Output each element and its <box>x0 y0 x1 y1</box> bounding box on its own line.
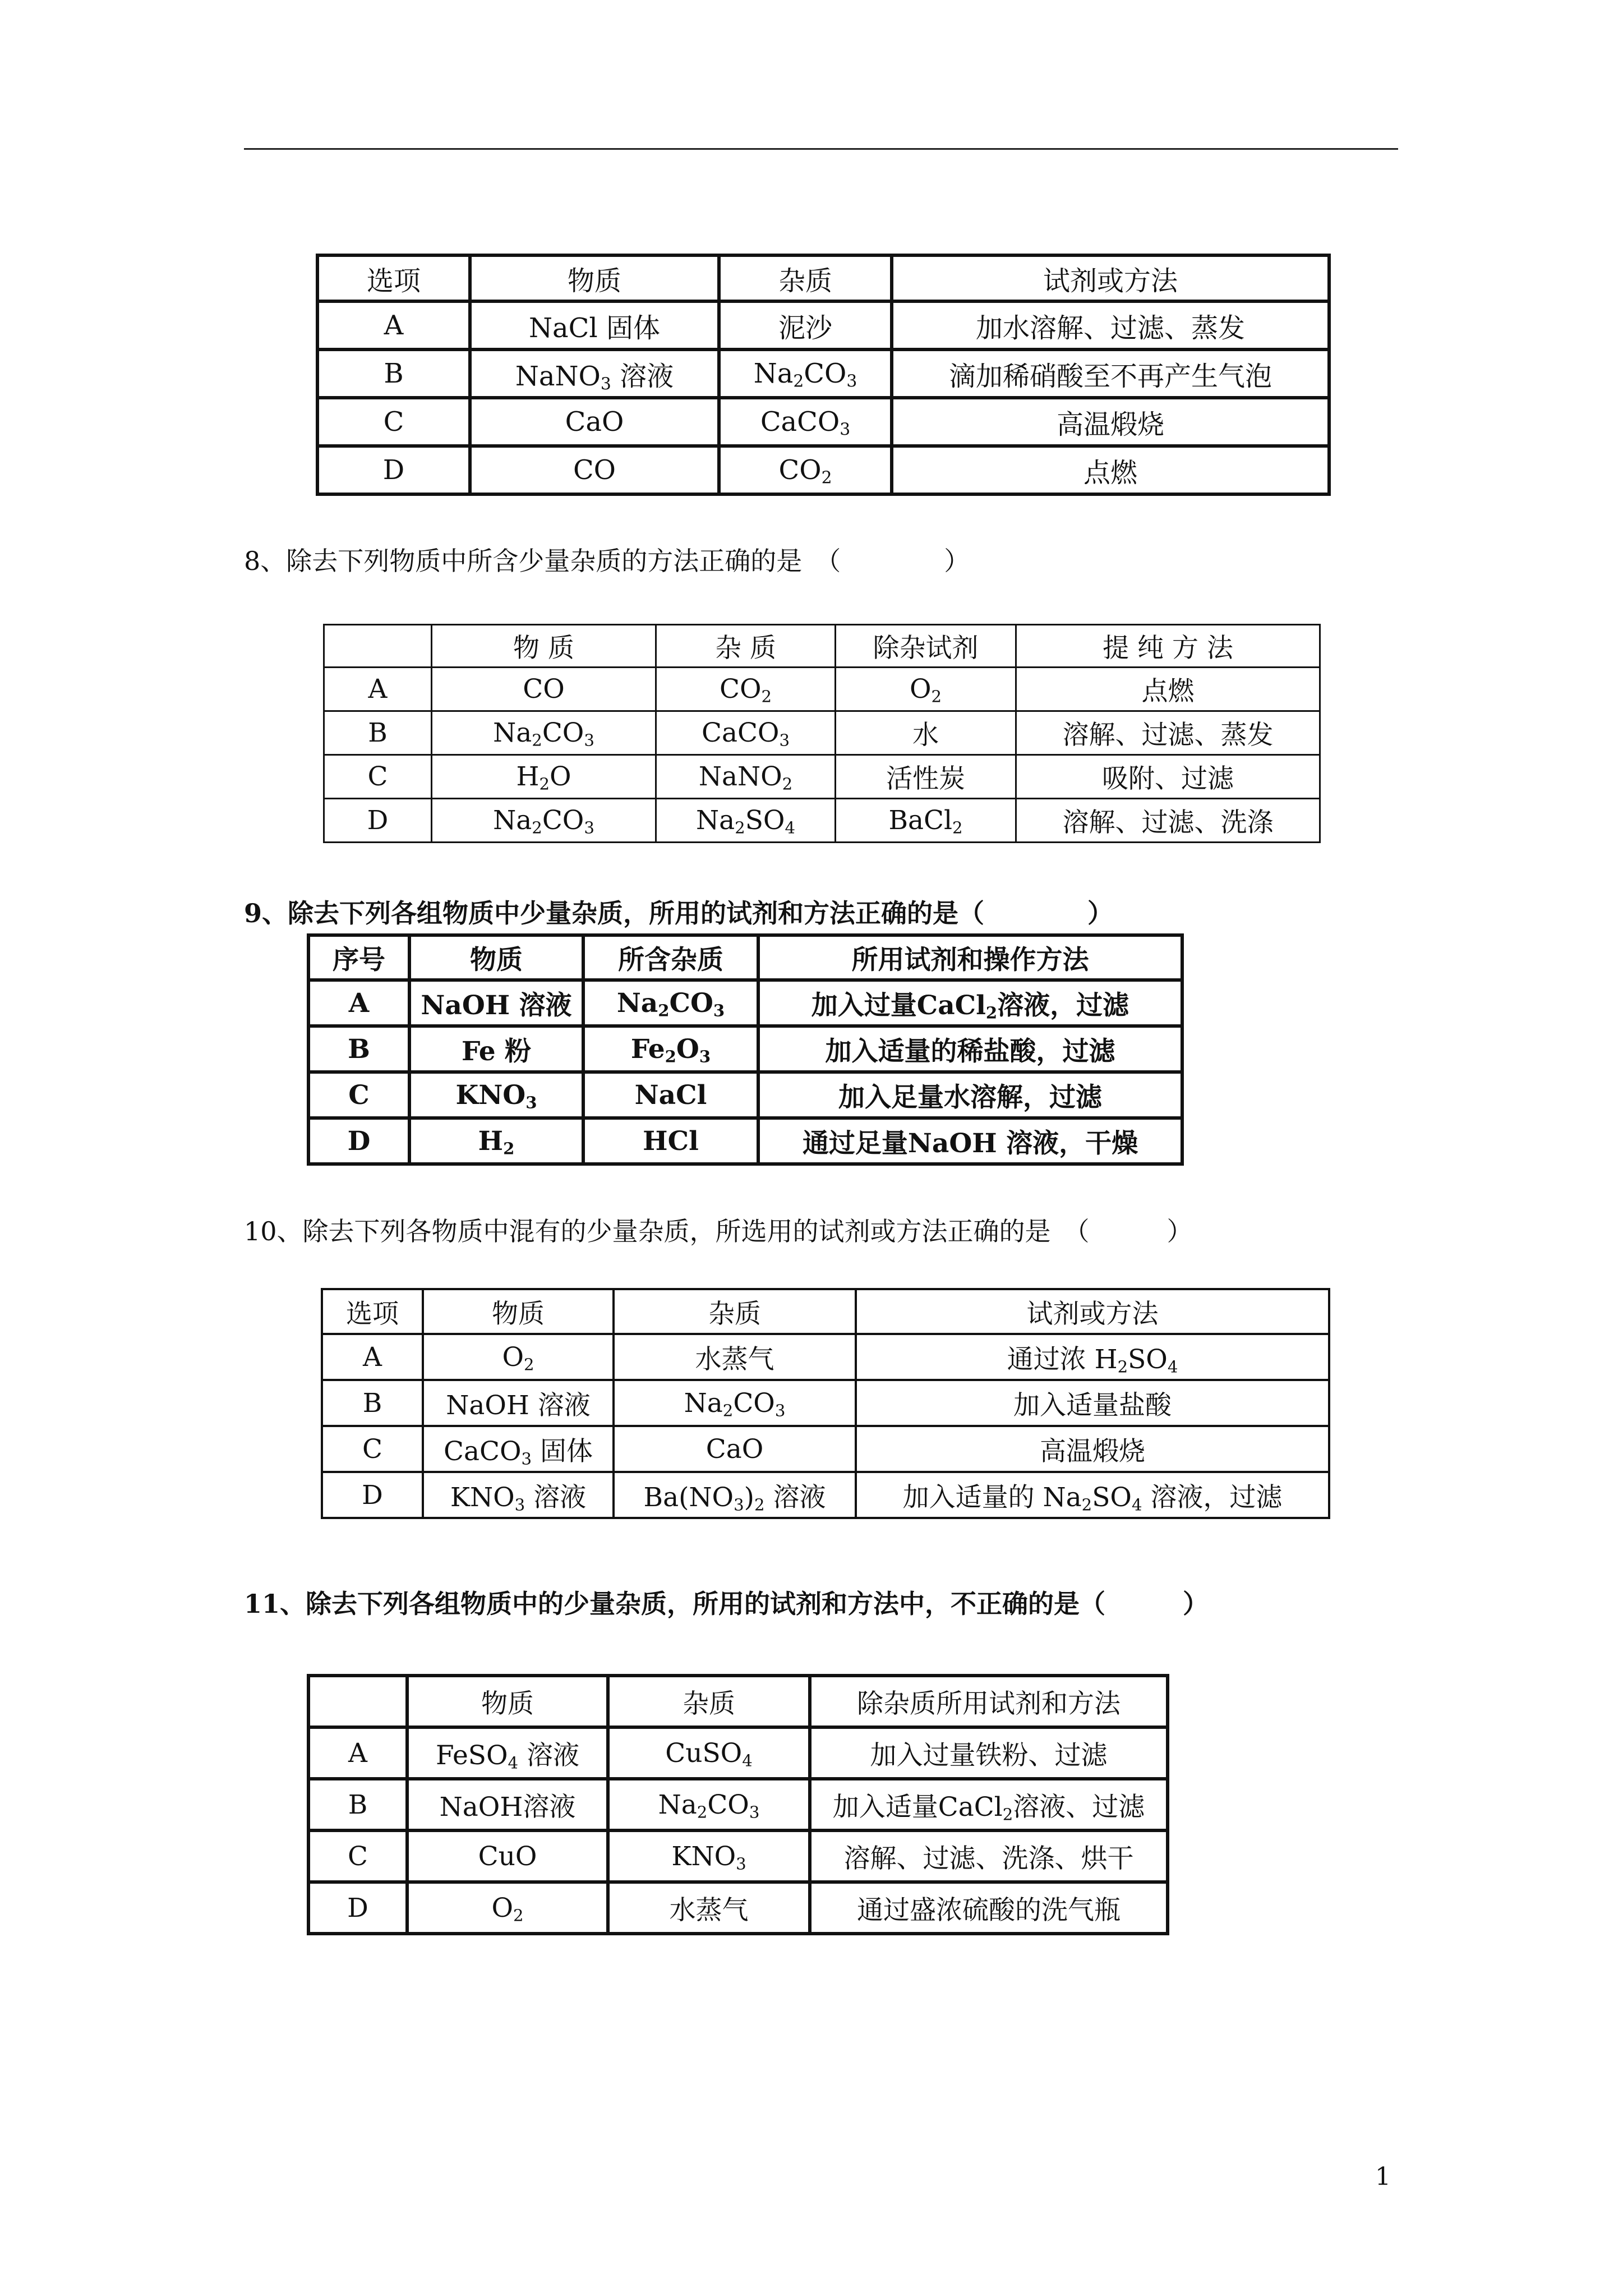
table-cell: $Fe_2O_3$ <box>583 1026 758 1072</box>
table-header-cell <box>308 1676 407 1727</box>
table-cell: $O_2$ <box>423 1334 614 1380</box>
table-header-cell: 物质 <box>470 255 719 301</box>
table-header-cell: 试剂或方法 <box>892 255 1329 301</box>
table-cell: 通过足量NaOH 溶液，干燥 <box>758 1118 1182 1164</box>
table-row <box>308 1882 1168 1934</box>
table-cell: 通过盛浓硫酸的洗气瓶 <box>810 1882 1168 1934</box>
table-cell: NaOH 溶液 <box>423 1380 614 1426</box>
table-cell: C <box>308 1830 407 1882</box>
table-row <box>324 668 1320 711</box>
table-row <box>308 1072 1182 1118</box>
page-number: 1 <box>1375 2162 1391 2191</box>
table-row <box>308 1727 1168 1779</box>
table-cell: 溶解、过滤、蒸发 <box>1016 711 1320 755</box>
table-cell: $Na_2SO_4$ <box>656 799 836 843</box>
table-cell: A <box>324 668 432 711</box>
table-cell: CO <box>470 446 719 494</box>
table-header-cell: 物 质 <box>432 625 656 668</box>
table-cell: CaCO$_3$ <box>719 398 892 446</box>
table-cell: CaO <box>614 1426 856 1472</box>
table-cell: 加入适量的 $Na_2SO_4$ 溶液，过滤 <box>856 1472 1329 1518</box>
table-cell: B <box>308 1779 407 1830</box>
table-cell: $Ba(NO_3)_2$ 溶液 <box>614 1472 856 1518</box>
table-cell: $Na_2CO_3$ <box>719 349 892 398</box>
table-header-cell: 试剂或方法 <box>856 1289 1329 1334</box>
table-row <box>324 711 1320 755</box>
table-cell: $KNO_3$ <box>409 1072 583 1118</box>
table-header-row <box>322 1289 1329 1334</box>
table-header-cell: 序号 <box>308 935 409 980</box>
question-8-text: 8、除去下列物质中所含少量杂质的方法正确的是 （ ） <box>244 546 970 576</box>
question-9-text: 9、除去下列各组物质中少量杂质，所用的试剂和方法正确的是（ ） <box>244 898 1114 928</box>
table-cell: CaO <box>470 398 719 446</box>
table-cell: $Na_2CO_3$ <box>432 799 656 843</box>
table-cell: 点燃 <box>1016 668 1320 711</box>
table-cell: A <box>317 301 470 349</box>
table-cell: $CO_2$ <box>719 446 892 494</box>
table-cell: A <box>308 980 409 1026</box>
table-cell: 加入过量CaCl$_2$溶液，过滤 <box>758 980 1182 1026</box>
table-q9 <box>307 933 1184 1166</box>
table-cell: CaCO$_3$ <box>656 711 836 755</box>
table-cell: 溶解、过滤、洗涤、烘干 <box>810 1830 1168 1882</box>
table-cell: D <box>322 1472 423 1518</box>
table-row <box>324 755 1320 799</box>
table-cell: HCl <box>583 1118 758 1164</box>
table-cell: NaOH溶液 <box>407 1779 608 1830</box>
table-cell: 溶解、过滤、洗涤 <box>1016 799 1320 843</box>
table-cell: NaCl 固体 <box>470 301 719 349</box>
table-row <box>317 349 1329 398</box>
table-cell: $O_2$ <box>407 1882 608 1934</box>
table-row <box>322 1380 1329 1426</box>
table-row <box>322 1334 1329 1380</box>
table-cell: C <box>324 755 432 799</box>
table-cell: 高温煅烧 <box>856 1426 1329 1472</box>
table-row <box>317 398 1329 446</box>
table-cell: 泥沙 <box>719 301 892 349</box>
table-cell: $H_2$ <box>409 1118 583 1164</box>
table-row <box>324 799 1320 843</box>
table-cell: Fe 粉 <box>409 1026 583 1072</box>
table-cell: $Na_2CO_3$ <box>608 1779 810 1830</box>
table-cell: FeSO$_4$ 溶液 <box>407 1727 608 1779</box>
table-header-cell: 提 纯 方 法 <box>1016 625 1320 668</box>
table-row <box>322 1472 1329 1518</box>
table-row <box>317 446 1329 494</box>
table-header-cell: 杂质 <box>719 255 892 301</box>
table-cell: NaNO$_2$ <box>656 755 836 799</box>
table-cell: CaCO$_3$ 固体 <box>423 1426 614 1472</box>
table-cell: 水 <box>836 711 1016 755</box>
table-header-cell: 所用试剂和操作方法 <box>758 935 1182 980</box>
table-cell: CuSO$_4$ <box>608 1727 810 1779</box>
table-cell: 水蒸气 <box>608 1882 810 1934</box>
table-cell: $KNO_3$ <box>608 1830 810 1882</box>
table-cell: CO <box>432 668 656 711</box>
table-cell: 加入足量水溶解，过滤 <box>758 1072 1182 1118</box>
table-cell: NaCl <box>583 1072 758 1118</box>
table-cell: 滴加稀硝酸至不再产生气泡 <box>892 349 1329 398</box>
table-q7 <box>316 254 1331 496</box>
table-cell: 加入适量的稀盐酸，过滤 <box>758 1026 1182 1072</box>
table-cell: 加入适量CaCl$_2$溶液、过滤 <box>810 1779 1168 1830</box>
table-cell: C <box>322 1426 423 1472</box>
table-cell: C <box>308 1072 409 1118</box>
table-cell: D <box>308 1882 407 1934</box>
table-row <box>317 301 1329 349</box>
table-cell: 通过浓 $H_2SO_4$ <box>856 1334 1329 1380</box>
table-row <box>308 1026 1182 1072</box>
table-cell: D <box>317 446 470 494</box>
table-q8 <box>323 624 1321 843</box>
table-header-row <box>317 255 1329 301</box>
table-row <box>322 1426 1329 1472</box>
table-cell: 吸附、过滤 <box>1016 755 1320 799</box>
table-header-cell: 物质 <box>407 1676 608 1727</box>
table-q11 <box>307 1674 1169 1935</box>
table-header-cell: 选项 <box>322 1289 423 1334</box>
question-10-text: 10、除去下列各物质中混有的少量杂质，所选用的试剂或方法正确的是 （ ） <box>244 1216 1193 1246</box>
table-cell: $Na_2CO_3$ <box>432 711 656 755</box>
table-header-cell: 杂质 <box>608 1676 810 1727</box>
table-header-cell: 除杂质所用试剂和方法 <box>810 1676 1168 1727</box>
table-cell: D <box>308 1118 409 1164</box>
table-header-row <box>308 935 1182 980</box>
table-cell: B <box>308 1026 409 1072</box>
table-header-row <box>308 1676 1168 1727</box>
table-header-row <box>324 625 1320 668</box>
table-cell: CuO <box>407 1830 608 1882</box>
table-cell: $Na_2CO_3$ <box>614 1380 856 1426</box>
table-cell: D <box>324 799 432 843</box>
table-cell: $CO_2$ <box>656 668 836 711</box>
table-header-cell: 物质 <box>409 935 583 980</box>
table-header-cell: 选项 <box>317 255 470 301</box>
table-cell: $H_2O$ <box>432 755 656 799</box>
table-cell: $KNO_3$ 溶液 <box>423 1472 614 1518</box>
table-cell: B <box>324 711 432 755</box>
table-row <box>308 980 1182 1026</box>
header-rule <box>244 148 1398 150</box>
table-header-cell: 物质 <box>423 1289 614 1334</box>
table-cell: $O_2$ <box>836 668 1016 711</box>
table-cell: NaNO$_3$ 溶液 <box>470 349 719 398</box>
table-cell: A <box>308 1727 407 1779</box>
table-cell: A <box>322 1334 423 1380</box>
table-cell: 加入适量盐酸 <box>856 1380 1329 1426</box>
table-cell: 高温煅烧 <box>892 398 1329 446</box>
table-header-cell: 除杂试剂 <box>836 625 1016 668</box>
table-cell: BaCl$_2$ <box>836 799 1016 843</box>
table-cell: 加水溶解、过滤、蒸发 <box>892 301 1329 349</box>
table-cell: C <box>317 398 470 446</box>
table-cell: 加入过量铁粉、过滤 <box>810 1727 1168 1779</box>
table-header-cell: 杂 质 <box>656 625 836 668</box>
table-header-cell: 杂质 <box>614 1289 856 1334</box>
table-q10 <box>321 1288 1330 1519</box>
table-cell: $Na_2CO_3$ <box>583 980 758 1026</box>
table-header-cell: 所含杂质 <box>583 935 758 980</box>
table-row <box>308 1830 1168 1882</box>
table-cell: 活性炭 <box>836 755 1016 799</box>
table-row <box>308 1779 1168 1830</box>
table-header-cell <box>324 625 432 668</box>
question-11-text: 11、除去下列各组物质中的少量杂质，所用的试剂和方法中，不正确的是（ ） <box>244 1589 1209 1619</box>
table-cell: 水蒸气 <box>614 1334 856 1380</box>
table-cell: 点燃 <box>892 446 1329 494</box>
table-cell: B <box>322 1380 423 1426</box>
table-cell: B <box>317 349 470 398</box>
table-row <box>308 1118 1182 1164</box>
table-cell: NaOH 溶液 <box>409 980 583 1026</box>
